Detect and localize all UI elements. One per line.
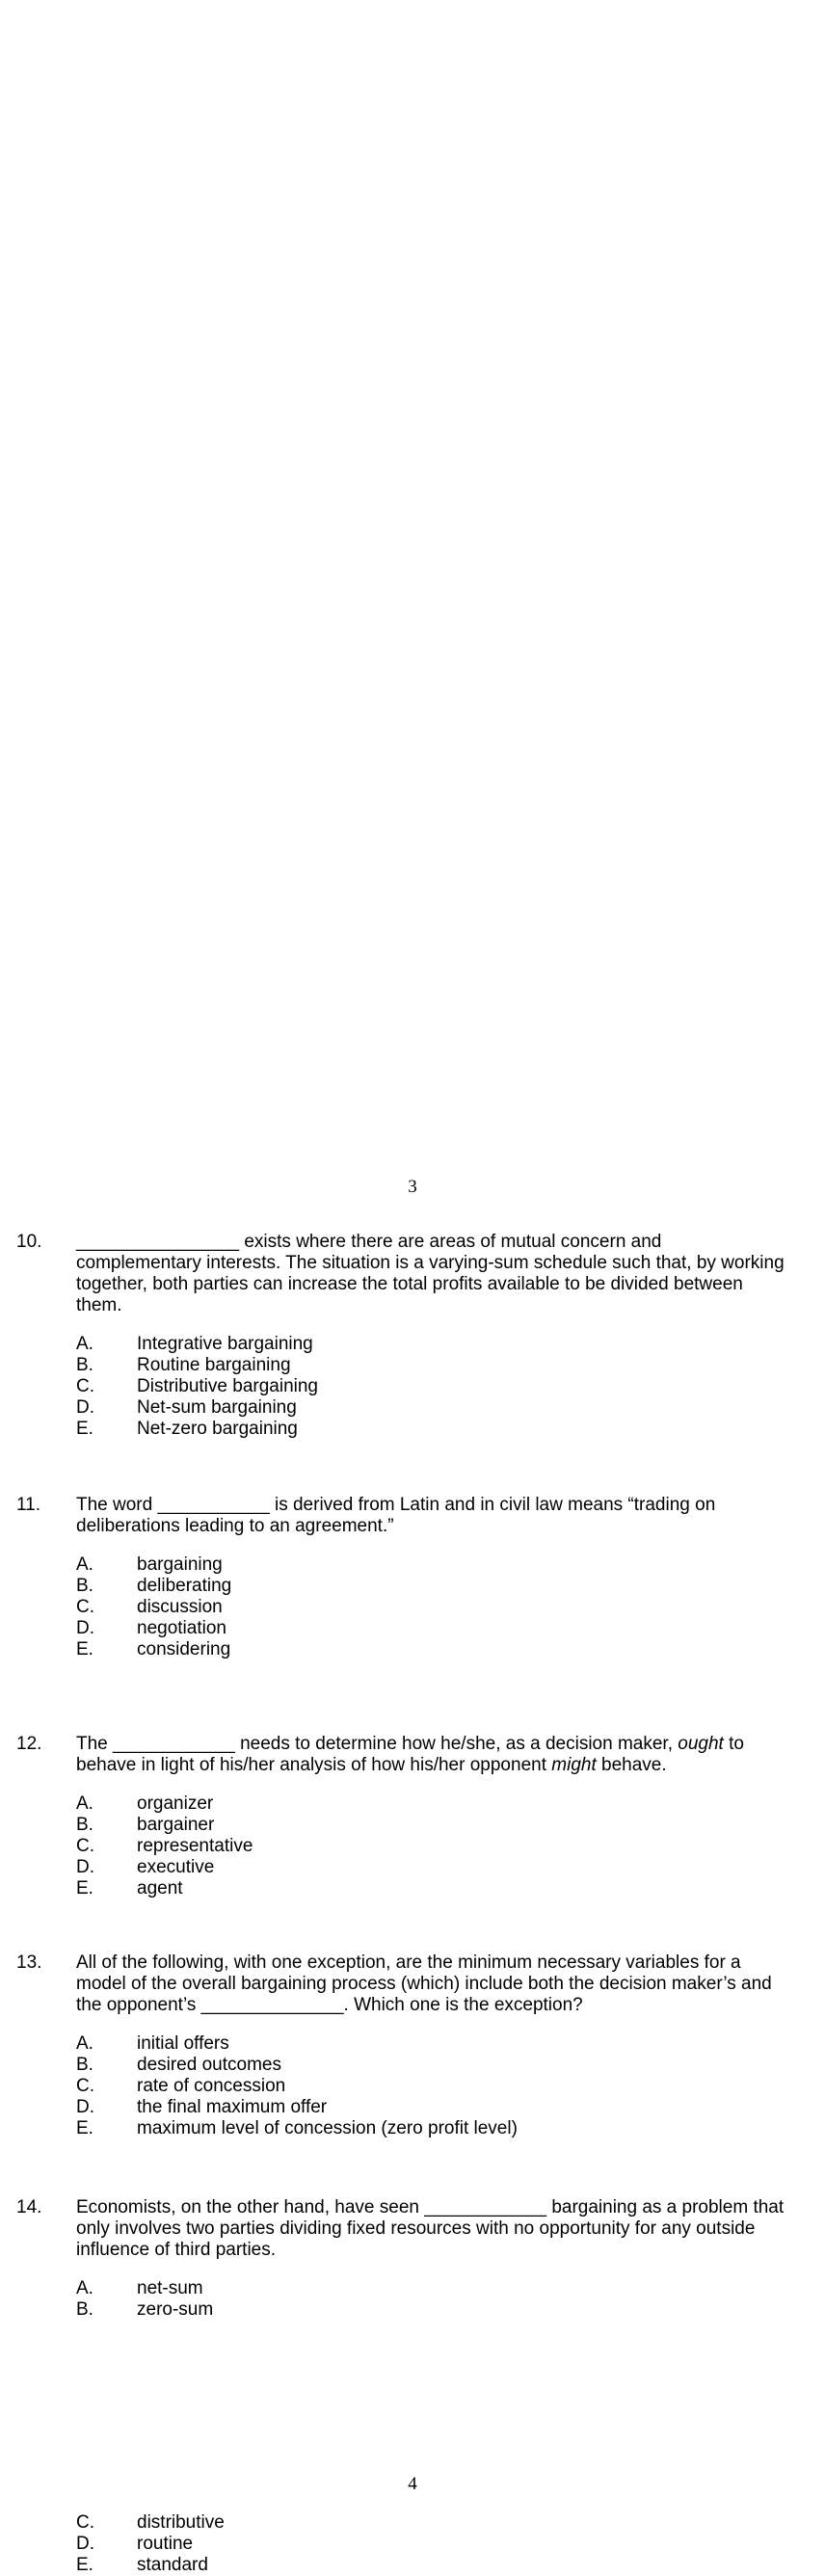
question-text	[76, 2197, 794, 2261]
question-text	[76, 1495, 794, 1537]
option-letter: C.	[76, 1597, 94, 1617]
option-letter: E.	[76, 1878, 93, 1899]
answer-option-e[interactable]	[76, 1878, 794, 1899]
option-text: deliberating	[137, 1576, 232, 1596]
option-letter: D.	[76, 2534, 94, 2554]
option-text: discussion	[137, 1597, 223, 1617]
answer-option-a[interactable]	[76, 1793, 794, 1815]
option-text: considering	[137, 1639, 231, 1660]
option-text: the final maximum offer	[137, 2097, 328, 2117]
question-text-line: influence of third parties.	[76, 2240, 277, 2260]
option-text: Net-zero bargaining	[137, 1419, 298, 1439]
option-letter: A.	[76, 2033, 93, 2054]
question-text-segment: behave in light of his/her analysis of how his/her opponent	[76, 1755, 552, 1775]
option-letter: B.	[76, 2055, 93, 2075]
option-letter: C.	[76, 1376, 94, 1396]
option-letter: C.	[76, 2076, 94, 2096]
answer-option-e[interactable]	[76, 2118, 794, 2139]
question-text-line	[76, 1755, 794, 1776]
question-text	[76, 1952, 794, 2016]
question-text-segment: behave.	[596, 1755, 667, 1775]
question-number: 14.	[16, 2197, 42, 2217]
option-text: Integrative bargaining	[137, 1334, 313, 1354]
question-text-line: ________________ exists where there are areas of mutual concern and	[76, 1232, 662, 1252]
question-number: 12.	[16, 1734, 42, 1754]
question-number: 10.	[16, 1232, 42, 1252]
question-text-segment: to	[723, 1734, 744, 1754]
option-letter: A.	[76, 2278, 93, 2298]
question-number: 13.	[16, 1952, 42, 1973]
answer-option-a[interactable]	[76, 2278, 794, 2299]
answer-option-a[interactable]	[76, 1554, 794, 1576]
question-text-emphasis: ought	[678, 1734, 724, 1754]
answer-option-c[interactable]	[76, 2076, 794, 2097]
question-text-emphasis: might	[551, 1755, 597, 1775]
answer-option-d[interactable]	[76, 1857, 794, 1878]
answer-option-d[interactable]	[76, 1618, 794, 1639]
question-number: 11.	[16, 1495, 41, 1515]
page-number: 3	[408, 1177, 417, 1197]
question-text-line: The word ___________ is derived from Latin and in civil law means “trading on	[76, 1495, 716, 1515]
answer-options	[76, 1793, 794, 1899]
question-text-line: model of the overall bargaining process (which) include both the decision maker’s and	[76, 1974, 772, 1994]
option-text: executive	[137, 1857, 215, 1877]
option-text: bargaining	[137, 1554, 223, 1575]
question-text-line: the opponent’s ______________. Which one is the exception?	[76, 1995, 583, 2015]
answer-options	[76, 1554, 794, 1660]
answer-option-e[interactable]	[76, 1419, 794, 1440]
answer-option-b[interactable]	[76, 2055, 794, 2076]
answer-options-continued	[76, 2512, 794, 2576]
question-text-line: them.	[76, 1295, 122, 1315]
answer-option-e[interactable]	[76, 1639, 794, 1660]
answer-option-b[interactable]	[76, 1355, 794, 1376]
option-text: agent	[137, 1878, 183, 1899]
question-text-line: together, both parties can increase the total profits available to be divided between	[76, 1274, 743, 1294]
option-letter: E.	[76, 2118, 93, 2138]
answer-option-c[interactable]	[76, 1597, 794, 1618]
option-text: maximum level of concession (zero profit level)	[137, 2118, 518, 2138]
option-letter: A.	[76, 1554, 93, 1575]
option-letter: E.	[76, 1419, 93, 1439]
option-text: desired outcomes	[137, 2055, 281, 2075]
answer-option-d[interactable]	[76, 1397, 794, 1419]
option-text: Distributive bargaining	[137, 1376, 318, 1396]
answer-option-b[interactable]	[76, 1576, 794, 1597]
option-letter: B.	[76, 1355, 93, 1375]
answer-options	[76, 2278, 794, 2321]
question-text-line: Economists, on the other hand, have seen ____________ bargaining as a problem that	[76, 2197, 785, 2217]
option-text: representative	[137, 1836, 253, 1856]
answer-option-a[interactable]	[76, 2033, 794, 2055]
page-number: 4	[408, 2474, 417, 2494]
answer-options	[76, 1334, 794, 1440]
option-letter: B.	[76, 1576, 93, 1596]
option-text: zero-sum	[137, 2299, 214, 2320]
option-text: bargainer	[137, 1815, 215, 1835]
option-letter: D.	[76, 1857, 94, 1877]
question-text-segment: The ____________ needs to determine how he/she, as a decision maker,	[76, 1734, 679, 1754]
answer-option-b[interactable]	[76, 2299, 794, 2321]
question-text-line: deliberations leading to an agreement.”	[76, 1516, 394, 1536]
question-text-line: All of the following, with one exception, are the minimum necessary variables for a	[76, 1952, 741, 1973]
option-letter: A.	[76, 1334, 93, 1354]
answer-option-d[interactable]	[76, 2534, 794, 2555]
option-text: Routine bargaining	[137, 1355, 291, 1375]
option-text: negotiation	[137, 1618, 226, 1638]
option-letter: D.	[76, 1618, 94, 1638]
option-text: organizer	[137, 1793, 214, 1814]
option-text: standard	[137, 2555, 208, 2575]
option-text: Net-sum bargaining	[137, 1397, 297, 1418]
option-letter: B.	[76, 2299, 93, 2320]
question-text	[76, 1232, 794, 1316]
answer-option-c[interactable]	[76, 2512, 794, 2534]
answer-options	[76, 2033, 794, 2139]
question-text-line: complementary interests. The situation is a varying-sum schedule such that, by working	[76, 1253, 785, 1273]
option-letter: C.	[76, 2512, 94, 2533]
option-text: distributive	[137, 2512, 225, 2533]
question-text-line: only involves two parties dividing fixed resources with no opportunity for any outside	[76, 2218, 756, 2239]
option-text: net-sum	[137, 2278, 203, 2298]
option-letter: B.	[76, 1815, 93, 1835]
option-letter: D.	[76, 1397, 94, 1418]
question-text	[76, 1734, 794, 1776]
answer-option-c[interactable]	[76, 1836, 794, 1857]
option-letter: E.	[76, 2555, 93, 2575]
answer-option-a[interactable]	[76, 1334, 794, 1355]
answer-option-d[interactable]	[76, 2097, 794, 2118]
option-text: rate of concession	[137, 2076, 286, 2096]
option-letter: E.	[76, 1639, 93, 1660]
option-text: initial offers	[137, 2033, 229, 2054]
option-letter: C.	[76, 1836, 94, 1856]
option-letter: A.	[76, 1793, 93, 1814]
question-text-line	[76, 1734, 794, 1755]
option-letter: D.	[76, 2097, 94, 2117]
answer-option-b[interactable]	[76, 1815, 794, 1836]
answer-option-c[interactable]	[76, 1376, 794, 1397]
option-text: routine	[137, 2534, 194, 2554]
answer-option-e[interactable]	[76, 2555, 794, 2576]
